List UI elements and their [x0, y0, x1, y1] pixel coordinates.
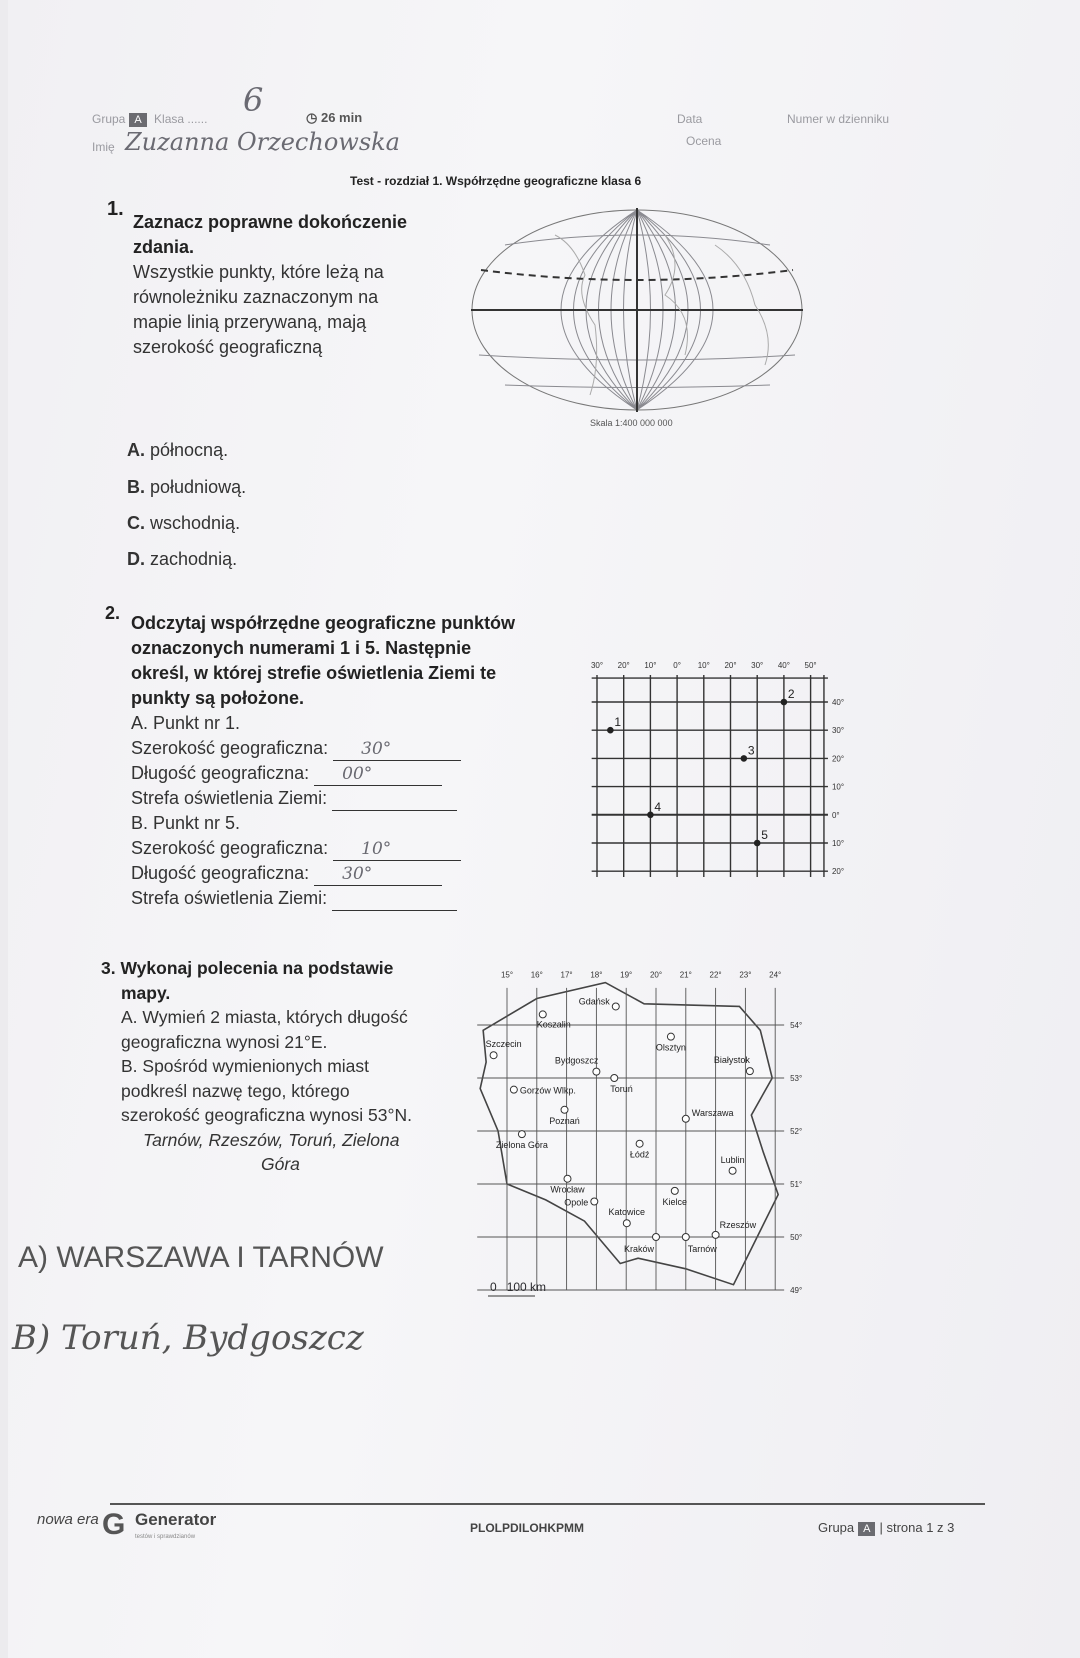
- q2-line: określ, w której strefie oświetlenia Ziemi te: [131, 663, 497, 683]
- lat-label: Szerokość geograficzna:: [131, 838, 329, 858]
- q2-line: Odczytaj współrzędne geograficzne punktów: [131, 613, 516, 633]
- register-number-label: Numer w dzienniku: [787, 112, 890, 126]
- q1-option-a[interactable]: [127, 440, 228, 461]
- option-letter: D.: [127, 549, 145, 569]
- city-label: Poznań: [549, 1115, 580, 1126]
- x-tick-label: 20°: [617, 661, 630, 671]
- date-label: Data: [677, 112, 703, 126]
- footer-page-info: [818, 1520, 954, 1536]
- x-tick-label: 0°: [673, 661, 681, 671]
- poland-map-scale: [490, 1280, 546, 1294]
- city-label: Kraków: [623, 1244, 654, 1254]
- grid-point: [781, 699, 788, 706]
- footer-divider: [110, 1503, 985, 1505]
- city-label: Koszalin: [536, 1019, 571, 1030]
- footer-group-label: Grupa: [818, 1520, 855, 1535]
- q1-line: równoleżniku zaznaczonym na: [133, 287, 379, 307]
- lon-label: Długość geograficzna:: [131, 863, 310, 883]
- option-text: południową.: [150, 477, 247, 497]
- q3-line: A. Wymień 2 miasta, których długość: [121, 1007, 408, 1027]
- city-marker: [712, 1231, 719, 1238]
- q3-text: [101, 956, 412, 1177]
- y-tick-label: 30°: [831, 726, 845, 736]
- footer-group-badge: A: [858, 1522, 875, 1536]
- meridian-label: 20°: [649, 970, 663, 980]
- q2-text: [131, 611, 515, 911]
- city-label: Bydgoszcz: [554, 1055, 599, 1066]
- meridian-label: 22°: [709, 970, 722, 980]
- y-tick-label: 10°: [831, 782, 845, 792]
- test-title: Test - rozdział 1. Współrzędne geograficzne klasa 6: [350, 174, 642, 188]
- q3-line: 3. Wykonaj polecenia na podstawie: [101, 958, 394, 978]
- scale-zero: 0: [490, 1280, 497, 1294]
- q1-line: zdania.: [133, 237, 195, 257]
- q1-option-c[interactable]: [127, 513, 240, 534]
- point-1-lat-field[interactable]: [333, 739, 461, 761]
- city-marker: [490, 1052, 497, 1059]
- city-label: Warszawa: [691, 1107, 734, 1118]
- parallel-label: 52°: [790, 1127, 803, 1136]
- parallel-label: 53°: [790, 1074, 803, 1083]
- point-1-label: A. Punkt nr 1.: [131, 713, 241, 733]
- name-label: Imię: [92, 140, 115, 154]
- x-tick-label: 40°: [777, 661, 790, 671]
- answer-b: B) Toruń, Bydgoszcz: [12, 1318, 364, 1358]
- city-label: Lublin: [720, 1154, 745, 1165]
- point-label: 4: [654, 799, 662, 814]
- point-5-lon-answer: 30°: [342, 864, 373, 884]
- option-text: wschodnią.: [150, 513, 241, 533]
- group-label: Grupa: [92, 112, 126, 126]
- option-letter: C.: [127, 513, 145, 533]
- name-value: Zuzanna Orzechowska: [125, 128, 400, 156]
- time-text: 26 min: [320, 110, 363, 125]
- time-limit: ◷ 26 min: [306, 110, 363, 125]
- city-marker: [611, 1075, 618, 1082]
- point-5-label: B. Punkt nr 5.: [131, 813, 241, 833]
- q3-cities: Góra: [261, 1154, 300, 1174]
- meridian-label: 16°: [530, 970, 543, 980]
- lon-label: Długość geograficzna:: [131, 763, 310, 783]
- city-label: Gorzów Wlkp.: [519, 1085, 576, 1096]
- city-label: Tarnów: [687, 1244, 717, 1254]
- zone-label: Strefa oświetlenia Ziemi:: [131, 888, 328, 908]
- city-marker: [518, 1131, 525, 1138]
- meridian-label: 19°: [620, 970, 633, 980]
- city-marker: [667, 1033, 674, 1040]
- poland-map: [455, 950, 815, 1310]
- city-marker: [593, 1068, 600, 1075]
- city-marker: [591, 1198, 598, 1205]
- q2-number: 2.: [105, 603, 121, 623]
- meridian-label: 23°: [739, 970, 752, 980]
- city-label: Kielce: [662, 1196, 688, 1207]
- city-marker: [564, 1175, 571, 1182]
- group-field: Grupa A Klasa ......: [92, 112, 208, 126]
- point-5-lat-field[interactable]: [333, 839, 461, 861]
- grid-point: [607, 727, 614, 734]
- point-1-lon-field[interactable]: [314, 764, 442, 786]
- city-label: Opole: [564, 1197, 589, 1208]
- q2-line: punkty są położone.: [131, 688, 305, 708]
- option-text: zachodnią.: [150, 549, 238, 569]
- lat-label: Szerokość geograficzna:: [131, 738, 329, 758]
- class-value: 6: [243, 81, 264, 119]
- x-tick-label: 30°: [751, 661, 764, 671]
- x-tick-label: 10°: [644, 661, 657, 671]
- meridian-label: 17°: [560, 970, 573, 980]
- q1-line: Wszystkie punkty, które leżą na: [133, 262, 384, 282]
- grid-point: [754, 840, 761, 847]
- meridian-label: 18°: [590, 970, 603, 980]
- city-marker: [510, 1086, 517, 1093]
- city-label: Gdańsk: [578, 996, 610, 1007]
- point-label: 2: [787, 687, 795, 701]
- y-tick-label: 20°: [831, 867, 845, 877]
- q3-line: szerokość geograficzna wynosi 53°N.: [121, 1105, 413, 1125]
- q1-option-b[interactable]: [127, 477, 246, 498]
- meridian-label: 15°: [500, 970, 514, 980]
- city-label: Zielona Góra: [495, 1140, 548, 1151]
- city-marker: [682, 1234, 689, 1241]
- city-label: Olsztyn: [655, 1042, 686, 1053]
- parallel-label: 51°: [790, 1180, 803, 1189]
- city-label: Rzeszów: [719, 1219, 757, 1230]
- x-tick-label: 30°: [590, 661, 604, 671]
- city-marker: [636, 1140, 643, 1147]
- generator-logo-icon: G: [102, 1508, 126, 1541]
- x-tick-label: 10°: [697, 661, 710, 671]
- y-tick-label: 10°: [831, 839, 845, 848]
- city-marker: [671, 1187, 678, 1194]
- city-label: Łódź: [629, 1149, 650, 1160]
- x-tick-label: 20°: [724, 661, 737, 671]
- city-marker: [539, 1011, 546, 1018]
- nowa-era-logo: nowa era: [37, 1511, 99, 1528]
- meridian-label: 21°: [679, 970, 692, 980]
- point-5-zone-field[interactable]: [332, 892, 457, 911]
- option-text: północną.: [150, 440, 229, 460]
- point-label: 3: [747, 743, 755, 758]
- meridian-label: 24°: [769, 970, 782, 980]
- city-marker: [623, 1220, 630, 1227]
- q1-text: [133, 210, 407, 360]
- q3-line: mapy.: [121, 982, 171, 1003]
- class-label: Klasa: [154, 112, 185, 126]
- point-1-zone-field[interactable]: [332, 792, 457, 811]
- city-marker: [682, 1115, 689, 1122]
- city-marker: [561, 1106, 568, 1113]
- q2-line: oznaczonych numerami 1 i 5. Następnie: [131, 638, 472, 658]
- point-5-lon-field[interactable]: [314, 864, 442, 886]
- grade-label: Ocena: [686, 134, 722, 148]
- city-label: Szczecin: [485, 1039, 522, 1050]
- city-label: Wrocław: [550, 1184, 585, 1195]
- q1-line: Zaznacz poprawne dokończenie: [133, 212, 408, 232]
- q1-line: mapie linią przerywaną, mają: [133, 312, 367, 332]
- grid-point: [741, 755, 748, 762]
- y-tick-label: 40°: [831, 698, 845, 707]
- q3-cities: Tarnów, Rzeszów, Toruń, Zielona: [143, 1129, 400, 1150]
- city-marker: [653, 1234, 660, 1241]
- q1-number: 1.: [107, 198, 124, 220]
- option-letter: A.: [127, 440, 145, 460]
- city-marker: [729, 1167, 736, 1174]
- q3-line: geograficzna wynosi 21°E.: [121, 1031, 328, 1052]
- answer-a: A) WARSZAWA I TARNÓW: [18, 1241, 384, 1274]
- point-1-lat-answer: 30°: [361, 739, 392, 759]
- y-tick-label: 0°: [831, 810, 840, 820]
- city-marker: [746, 1068, 753, 1075]
- world-map: [465, 205, 810, 415]
- city-label: Toruń: [610, 1084, 633, 1094]
- parallel-label: 54°: [790, 1021, 803, 1030]
- grid-point: [647, 812, 654, 819]
- q3-line: podkreśl nazwę tego, którego: [121, 1080, 350, 1101]
- x-tick-label: 50°: [804, 661, 817, 671]
- option-letter: B.: [127, 477, 145, 497]
- scale-label: 100 km: [506, 1280, 547, 1294]
- q1-line: szerokość geograficzną: [133, 337, 323, 357]
- parallel-label: 50°: [790, 1233, 803, 1242]
- zone-label: Strefa oświetlenia Ziemi:: [131, 788, 328, 808]
- generator-subtitle: testów i sprawdzianów: [135, 1534, 196, 1540]
- point-label: 5: [761, 828, 768, 842]
- q3-line: B. Spośród wymienionych miast: [121, 1056, 370, 1076]
- group-badge: A: [129, 113, 146, 127]
- city-label: Białystok: [713, 1055, 750, 1066]
- city-label: Katowice: [608, 1207, 646, 1218]
- world-map-scale: Skala 1:400 000 000: [590, 418, 673, 428]
- city-marker: [612, 1003, 619, 1010]
- generator-logo: Generator: [135, 1510, 217, 1529]
- point-label: 1: [614, 715, 622, 730]
- test-code: PLOLPDILOHKPMM: [470, 1521, 584, 1535]
- point-1-lon-answer: 00°: [342, 764, 373, 784]
- q1-option-d[interactable]: [127, 549, 237, 570]
- parallel-label: 49°: [790, 1286, 803, 1295]
- point-5-lat-answer: 10°: [361, 839, 392, 859]
- y-tick-label: 20°: [831, 754, 845, 764]
- page-number: | strona 1 z 3: [879, 1520, 955, 1535]
- coordinate-grid: [575, 645, 875, 885]
